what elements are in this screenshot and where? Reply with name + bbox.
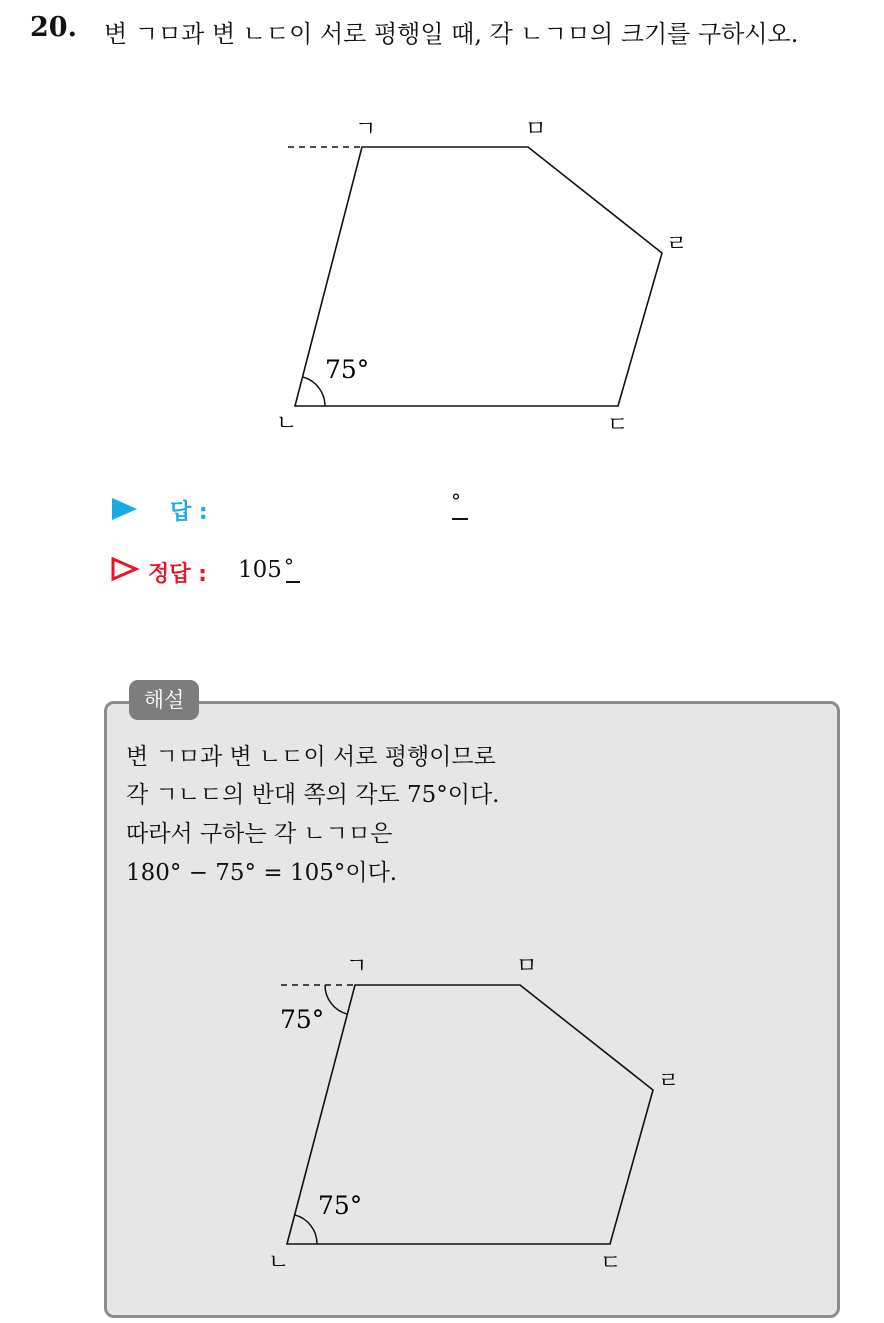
angle-label-n: 75° [318,1191,363,1220]
question-text: 변 ㄱㅁ과 변 ㄴㄷ이 서로 평행일 때, 각 ㄴㄱㅁ의 크기를 구하시오. [104,20,799,48]
vertex-label-a: ㄱ [346,954,368,979]
correct-play-outline-icon [110,557,140,583]
correct-answer-label: 정답 : [148,562,207,587]
solution-line-4: 180° − 75° = 105°이다. [126,860,398,886]
solution-tag: 해설 [129,680,199,720]
answer-label: 답 : [170,500,208,525]
angle-label-a: 75° [280,1005,325,1034]
answer-play-icon [110,497,140,523]
question-figure [0,0,884,460]
angle-arc-a [325,985,348,1014]
vertex-label-r: ㄹ [666,232,688,257]
vertex-label-a: ㄱ [355,117,377,142]
correct-answer-unit: ° [284,554,294,578]
solution-line-2: 각 ㄱㄴㄷ의 반대 쪽의 각도 75°이다. [126,782,500,808]
vertex-label-d: ㄷ [607,413,629,438]
angle-arc-n [295,1215,318,1244]
solution-line-3: 따라서 구하는 각 ㄴㄱㅁ은 [126,821,393,847]
angle-label-n: 75° [325,355,370,384]
solution-line-1: 변 ㄱㅁ과 변 ㄴㄷ이 서로 평행이므로 [126,744,496,770]
question-number: 20. [30,12,77,43]
vertex-label-r: ㄹ [658,1069,680,1094]
answer-unit-underline [452,518,468,520]
answer-unit: ° [451,489,461,513]
solution-figure [0,940,884,1280]
correct-unit-underline [286,581,300,583]
vertex-label-m: ㅁ [516,954,538,979]
vertex-label-d: ㄷ [600,1251,622,1276]
vertex-label-m: ㅁ [525,117,547,142]
correct-answer-value: 105 [238,557,282,583]
vertex-label-n: ㄴ [268,1250,290,1275]
vertex-label-n: ㄴ [276,411,298,436]
angle-arc-n [302,377,325,406]
